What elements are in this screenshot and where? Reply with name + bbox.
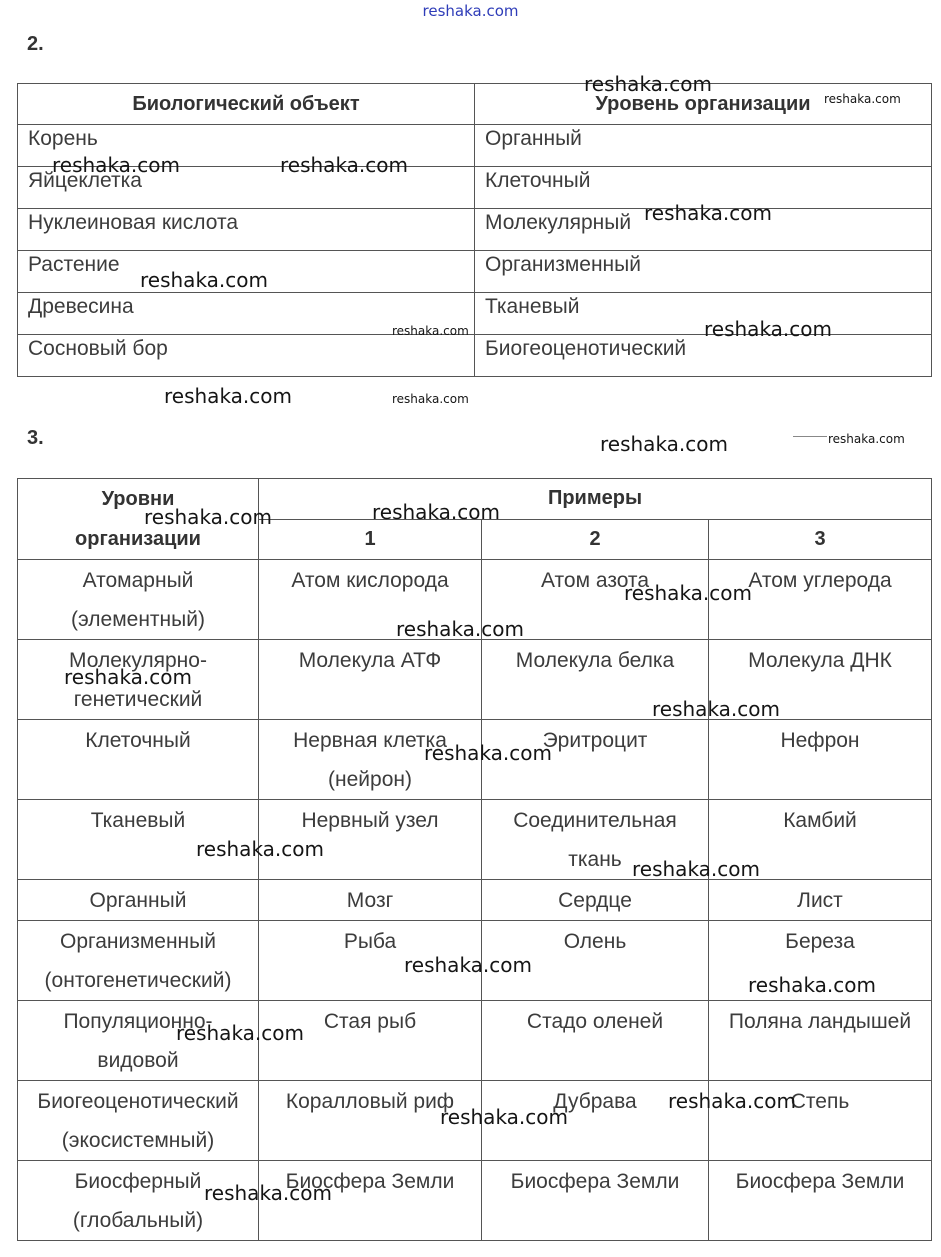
watermark: reshaka.com — [824, 92, 901, 106]
watermark: reshaka.com — [164, 384, 292, 408]
example-cell-line: Соединительная — [513, 809, 677, 832]
header-levels-line: организации — [75, 528, 201, 550]
level-cell: Молекулярный — [475, 209, 932, 251]
watermark: reshaka.com — [748, 973, 876, 997]
example-cell-line: Атом азота — [541, 569, 649, 592]
example-cell-line: Поляна ландышей — [728, 1010, 912, 1033]
watermark: reshaka.com — [704, 317, 832, 341]
example-cell-line: Мозг — [346, 889, 394, 912]
header-example-1: 1 — [259, 519, 482, 560]
example-cell-line: Биосфера Земли — [510, 1170, 680, 1193]
example-cell-line: Дубрава — [553, 1090, 637, 1113]
example-cell — [482, 1001, 709, 1081]
levels-table-body — [18, 560, 932, 1241]
watermark: reshaka.com — [280, 153, 408, 177]
table-row — [18, 209, 932, 251]
header-org-level: Уровень организации — [475, 84, 932, 125]
watermark: reshaka.com — [204, 1181, 332, 1205]
level-cell: Организменный — [475, 251, 932, 293]
example-cell-line: Биосфера Земли — [285, 1170, 455, 1193]
example-cell-line: Береза — [785, 930, 855, 953]
example-cell-line: Лист — [797, 889, 843, 912]
task-number-3: 3. — [27, 427, 44, 449]
level-cell-line: Биосферный — [74, 1170, 202, 1193]
task-number-2: 2. — [27, 33, 44, 55]
header-example-3: 3 — [709, 519, 932, 560]
watermark: reshaka.com — [424, 741, 552, 765]
object-cell: Корень — [18, 125, 475, 167]
watermark: reshaka.com — [392, 392, 469, 406]
example-cell-line: Нефрон — [780, 729, 860, 752]
example-cell-line: Нервная клетка — [293, 729, 447, 752]
header-example-2: 2 — [482, 519, 709, 560]
object-cell: Яйцеклетка — [18, 167, 475, 209]
level-cell-line: Биогеоценотический — [37, 1090, 239, 1113]
level-cell — [18, 1081, 259, 1161]
table-header-row — [18, 84, 932, 125]
watermark: reshaka.com — [624, 581, 752, 605]
level-cell-line: Атомарный — [82, 569, 194, 592]
watermark: reshaka.com — [392, 324, 469, 338]
example-cell — [709, 720, 932, 800]
site-link[interactable]: reshaka.com — [422, 2, 519, 20]
header-bio-object: Биологический объект — [18, 84, 475, 125]
example-cell-line: Молекула белка — [515, 649, 675, 672]
watermark: reshaka.com — [632, 857, 760, 881]
example-cell-line: Степь — [790, 1090, 850, 1113]
watermark: reshaka.com — [176, 1021, 304, 1045]
level-cell-line: видовой — [97, 1049, 179, 1072]
watermark: reshaka.com — [644, 201, 772, 225]
example-cell-line: Стая рыб — [323, 1010, 417, 1033]
example-cell-line: (нейрон) — [328, 768, 412, 791]
level-cell — [18, 560, 259, 640]
stray-mark — [793, 436, 827, 437]
example-cell-line: Сердце — [558, 889, 632, 912]
watermark: reshaka.com — [828, 432, 905, 446]
watermark: reshaka.com — [140, 268, 268, 292]
watermark: reshaka.com — [584, 72, 712, 96]
example-cell-line: Олень — [563, 930, 627, 953]
example-cell-line: Молекула АТФ — [298, 649, 442, 672]
level-cell: Тканевый — [475, 293, 932, 335]
object-cell: Древесина — [18, 293, 475, 335]
example-cell-line: Биосфера Земли — [735, 1170, 905, 1193]
watermark: reshaka.com — [144, 505, 272, 529]
level-cell-line: Молекулярно- — [69, 649, 207, 672]
example-cell — [482, 880, 709, 921]
level-cell-line: (элементный) — [71, 608, 205, 631]
level-cell — [18, 880, 259, 921]
level-cell-line: Популяционно- — [63, 1010, 213, 1033]
example-cell-line: ткань — [568, 848, 622, 871]
watermark: reshaka.com — [600, 432, 728, 456]
level-cell-line: (глобальный) — [72, 1209, 204, 1232]
level-cell: Органный — [475, 125, 932, 167]
level-cell-line: Организменный — [60, 930, 216, 953]
example-cell-line: Стадо оленей — [526, 1010, 664, 1033]
object-cell: Нуклеиновая кислота — [18, 209, 475, 251]
example-cell-line: Рыба — [343, 930, 397, 953]
object-cell: Сосновый бор — [18, 335, 475, 377]
level-cell-line: Клеточный — [85, 729, 191, 752]
object-cell: Растение — [18, 251, 475, 293]
table-row — [18, 800, 932, 880]
watermark: reshaka.com — [668, 1089, 796, 1113]
example-cell — [259, 640, 482, 720]
table-row — [18, 1001, 932, 1081]
level-cell: Клеточный — [475, 167, 932, 209]
watermark: reshaka.com — [404, 953, 532, 977]
watermark: reshaka.com — [64, 665, 192, 689]
example-cell — [482, 1161, 709, 1241]
example-cell-line: Нервный узел — [301, 809, 439, 832]
watermark: reshaka.com — [652, 697, 780, 721]
example-cell — [259, 880, 482, 921]
example-cell-line: Камбий — [783, 809, 857, 832]
watermark: reshaka.com — [372, 500, 500, 524]
level-cell-line: (экосистемный) — [61, 1129, 215, 1152]
watermark: reshaka.com — [52, 153, 180, 177]
level-cell-line: Органный — [89, 889, 187, 912]
example-cell — [709, 880, 932, 921]
example-cell — [709, 1161, 932, 1241]
level-cell-line: Тканевый — [90, 809, 186, 832]
level-cell-line: генетический — [73, 688, 203, 711]
table-row — [18, 1161, 932, 1241]
watermark: reshaka.com — [440, 1105, 568, 1129]
example-cell-line: Атом углерода — [748, 569, 892, 592]
level-cell — [18, 720, 259, 800]
table-row — [18, 880, 932, 921]
example-cell-line: Молекула ДНК — [748, 649, 892, 672]
level-cell: Биогеоценотический — [475, 335, 932, 377]
header-levels-line: Уровни — [101, 488, 175, 510]
example-cell-line: Атом кислорода — [291, 569, 449, 592]
example-cell-line: Коралловый риф — [285, 1090, 455, 1113]
level-cell — [18, 921, 259, 1001]
level-cell-line: (онтогенетический) — [44, 969, 232, 992]
watermark: reshaka.com — [196, 837, 324, 861]
example-cell-line: Эритроцит — [542, 729, 648, 752]
header-examples: Примеры — [259, 479, 932, 520]
watermark: reshaka.com — [396, 617, 524, 641]
example-cell — [709, 1001, 932, 1081]
